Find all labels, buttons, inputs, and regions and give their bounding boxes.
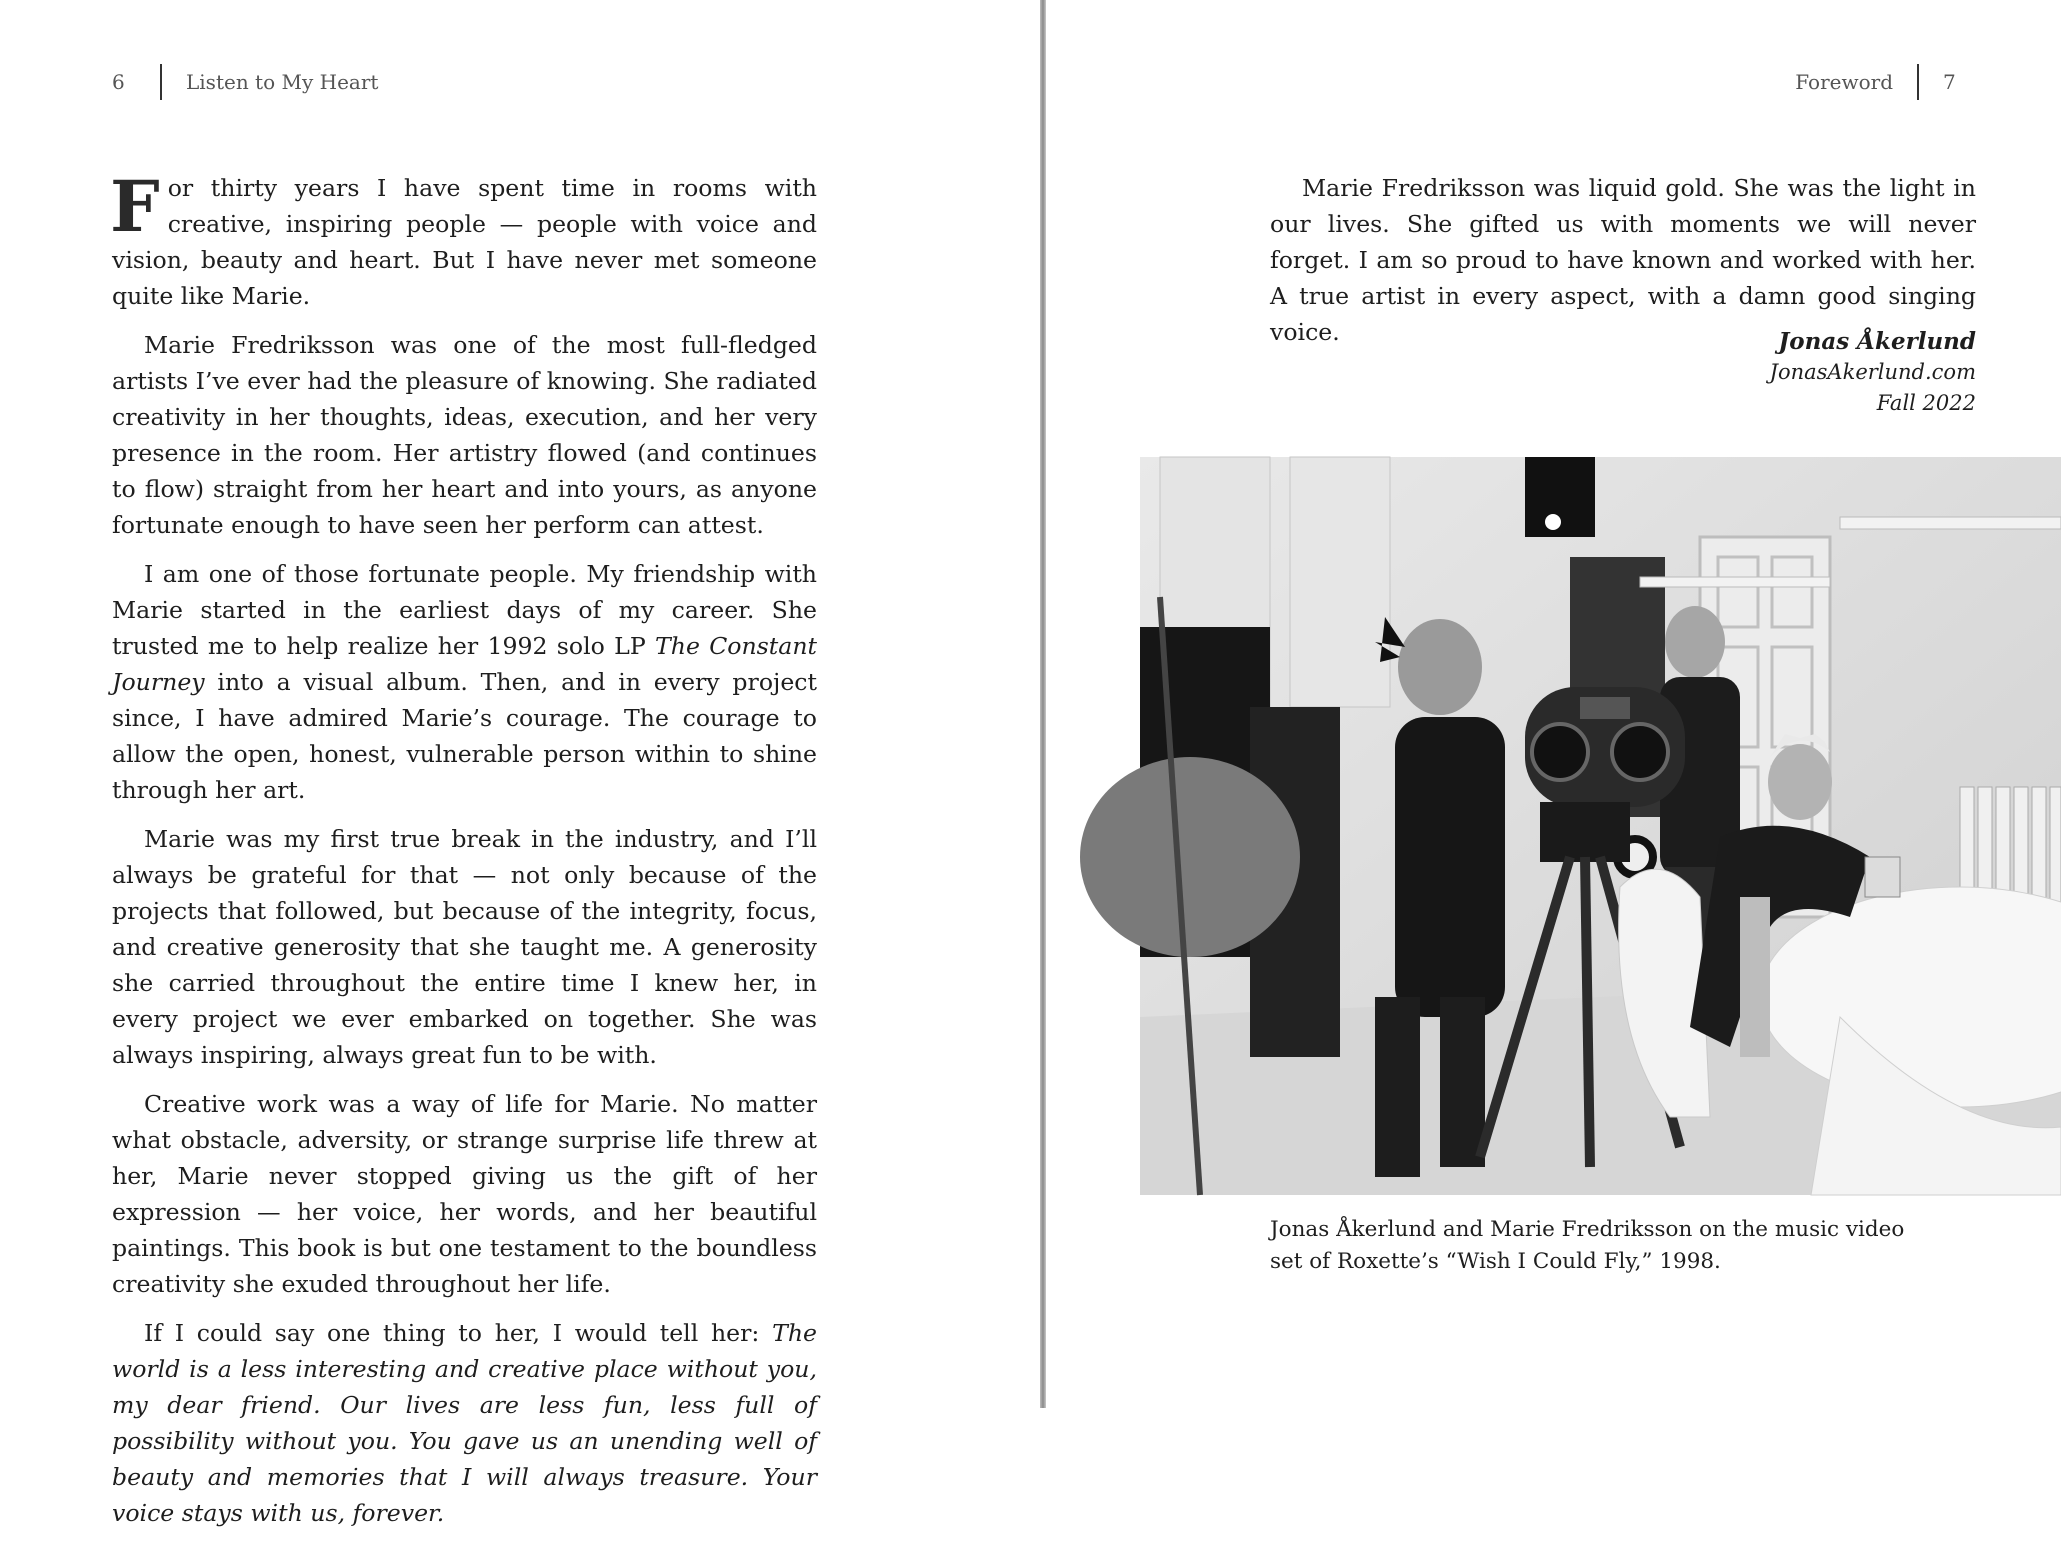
foreword-closing-paragraph: Marie Fredriksson was liquid gold. She was the light in our lives. She gifted us with moments we will never forget. I am so proud to have known and worked with her. A true artist in every aspect, with a damn good singing voice. [1270,174,1976,346]
drop-cap: F [110,165,160,248]
paragraph-5: Creative work was a way of life for Marie. No matter what obstacle, adversity, or strange surprise life threw at her, Marie never stopped giving us the gift of her expression — her voice, her words, and her beautiful paintings. This book is but one testament to the boundless creativity she exuded throughout her life. [112,1090,817,1298]
right-page-number: 7 [1943,70,1956,94]
signature-date: Fall 2022 [1876,391,1976,415]
paragraph-4: Marie was my first true break in the industry, and I’ll always be grateful for that — not only because of the projects that followed, but because of the integrity, focus, and creative generosity that she taught me. A generosity she carried throughout the entire time I knew her, in every project we ever embarked on together. She was always inspiring, always great fun to be with. [112,825,817,1069]
left-running-header [112,64,378,100]
chapter-running-head: Foreword [1795,70,1893,94]
photo-illustration [1140,457,2061,1195]
book-title-running-head: Listen to My Heart [186,70,379,94]
photo-caption: Jonas Åkerlund and Marie Fredriksson on the music video set of Roxette’s “Wish I Could Fly,” 1998. [1270,1217,1905,1274]
header-divider [1917,64,1919,100]
left-body-text [110,165,817,1544]
right-running-header [1795,64,1967,100]
left-page [0,0,1040,1527]
paragraph-2: Marie Fredriksson was one of the most full-fledged artists I’ve ever had the pleasure of knowing. She radiated creativity in her thoughts, ideas, execution, and her very presence in the room. Her artistry flowed (and continues to flow) straight from her heart and into yours, as anyone fortunate enough to have seen her perform can attest. [112,331,817,539]
paragraph-3: I am one of those fortunate people. My friendship with Marie started in the earliest days of my career. She trusted me to help realize her 1992 solo LP The Constant Journey into a visual album. Then, and in every project since, I have admired Marie’s courage. The courage to allow the open, honest, vulnerable person within to shine through her art. [112,560,817,804]
paragraph-6: If I could say one thing to her, I would tell her: The world is a less interesting and creative place without you, my dear friend. Our lives are less fun, less full of possibility without you. You gave us an unending well of beauty and memories that I will always treasure. Your voice stays with us, forever. [112,1319,817,1527]
right-page [1046,0,2061,1408]
author-website: JonasAkerlund.com [1769,360,1976,384]
paragraph-1: For thirty years I have spent time in rooms with creative, inspiring people — people with voice and vision, beauty and heart. But I have never met someone quite like Marie. [110,165,817,310]
signature-block [1770,326,1976,419]
closing-quote: The world is a less interesting and creative place without you, my dear friend. Our lives are less fun, less full of possibility without you. You gave us an unending well of beauty and memories that I will always treasure. Your voice stays with us, forever. [112,1319,817,1527]
album-title: The Constant Journey [112,632,817,696]
left-page-number: 6 [112,70,125,94]
author-name: Jonas Åkerlund [1778,328,1976,355]
black-and-white-photo [1140,457,2061,1195]
header-divider [160,64,162,100]
